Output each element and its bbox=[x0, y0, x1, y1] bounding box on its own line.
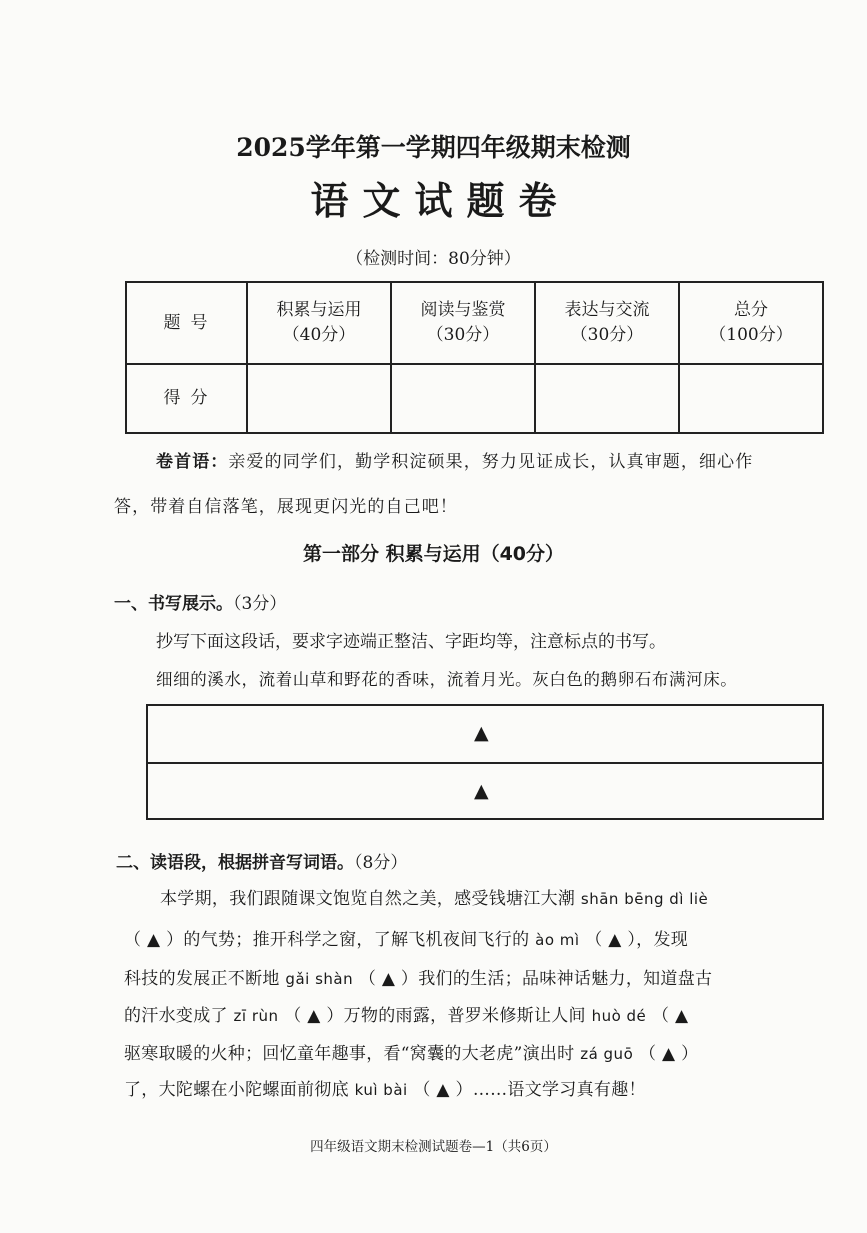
passage-text: 本学期，我们跟随课文饱览自然之美，感受钱塘江大潮 bbox=[160, 889, 576, 909]
part1-title: 第一部分 积累与运用（40分） bbox=[302, 543, 565, 565]
pinyin: shān bēng dì liè bbox=[580, 890, 709, 908]
score-cell[interactable] bbox=[535, 364, 679, 433]
score-table bbox=[125, 281, 824, 434]
exam-subtitle: 语文试题卷 bbox=[310, 178, 571, 223]
q2-passage-line-3 bbox=[124, 964, 712, 989]
column-name: 总分 bbox=[734, 300, 768, 321]
q2-heading-text: 二、读语段，根据拼音写词语。 bbox=[116, 853, 354, 873]
q2-heading bbox=[116, 848, 407, 873]
answer-blank-marker[interactable]: ▲ bbox=[307, 1006, 321, 1026]
column-points: （30分） bbox=[570, 325, 644, 345]
q2-passage-line-4 bbox=[124, 1001, 688, 1026]
column-name: 积累与运用 bbox=[276, 300, 362, 321]
preface-label: 卷首语： bbox=[156, 452, 229, 472]
passage-text: 的气势；推开科学之窗，了解飞机夜间飞行的 bbox=[183, 930, 530, 950]
column-points: （30分） bbox=[426, 325, 500, 345]
score-label: 得分 bbox=[126, 364, 247, 433]
answer-blank-marker[interactable]: ▲ bbox=[147, 930, 161, 950]
answer-blank-marker[interactable]: ▲ bbox=[474, 780, 489, 802]
passage-text: 驱寒取暖的火种；回忆童年趣事，看“窝囊的大老虎”演出时 bbox=[124, 1044, 575, 1064]
answer-blank-marker[interactable]: ▲ bbox=[675, 1006, 689, 1026]
preface bbox=[114, 440, 844, 530]
close-paren: ） bbox=[160, 930, 184, 950]
column-points: （40分） bbox=[282, 325, 356, 345]
exam-title: 2025学年第一学期四年级期末检测 bbox=[236, 133, 631, 162]
open-paren: （ bbox=[124, 930, 148, 950]
q2-passage-line-6 bbox=[124, 1075, 646, 1100]
answer-blank-marker[interactable]: ▲ bbox=[381, 969, 396, 989]
pinyin: gǎi shàn bbox=[285, 970, 354, 988]
q2-points: （8分） bbox=[354, 853, 408, 873]
score-table-score-row bbox=[126, 364, 823, 433]
column-points: （100分） bbox=[709, 325, 793, 345]
q2-passage-line-1 bbox=[160, 884, 708, 909]
score-column-header bbox=[247, 282, 391, 364]
close-paren: ） bbox=[675, 1044, 699, 1064]
q1-points: （3分） bbox=[233, 594, 287, 614]
score-table-header-row bbox=[126, 282, 823, 364]
close-paren: ） bbox=[320, 1006, 344, 1026]
score-cell[interactable] bbox=[391, 364, 535, 433]
open-paren: （ bbox=[413, 1080, 437, 1100]
exam-duration: （检测时间：80分钟） bbox=[346, 249, 521, 269]
score-column-header bbox=[679, 282, 823, 364]
passage-text: 我们的生活；品味神话魅力，知道盘古 bbox=[418, 969, 713, 989]
open-paren: （ bbox=[652, 1006, 676, 1026]
page-footer: 四年级语文期末检测试题卷—1（共6页） bbox=[310, 1139, 557, 1155]
answer-blank-marker[interactable]: ▲ bbox=[474, 722, 489, 744]
passage-text: ……语文学习真有趣！ bbox=[472, 1080, 646, 1100]
preface-line-2: 答，带着自信落笔，展现更闪光的自己吧！ bbox=[114, 497, 458, 517]
close-paren: ） bbox=[395, 969, 419, 989]
open-paren: （ bbox=[638, 1044, 662, 1064]
q1-instruction: 抄写下面这段话，要求字迹端正整洁、字距均等，注意标点的书写。 bbox=[156, 632, 666, 652]
score-column-header bbox=[391, 282, 535, 364]
passage-text: 了，大陀螺在小陀螺面前彻底 bbox=[124, 1080, 349, 1100]
question-number-label: 题号 bbox=[126, 282, 247, 364]
pinyin: ào mì bbox=[535, 931, 580, 949]
writing-box bbox=[146, 704, 824, 820]
open-paren: （ bbox=[284, 1006, 308, 1026]
answer-blank-marker[interactable]: ▲ bbox=[608, 930, 622, 950]
column-name: 表达与交流 bbox=[564, 300, 650, 321]
column-name: 阅读与鉴赏 bbox=[420, 300, 506, 321]
score-cell[interactable] bbox=[679, 364, 823, 433]
score-column-header bbox=[535, 282, 679, 364]
close-paren: ） bbox=[621, 930, 637, 950]
passage-text: 的汗水变成了 bbox=[124, 1006, 228, 1026]
q2-passage-line-5 bbox=[124, 1039, 698, 1064]
open-paren: （ bbox=[585, 930, 609, 950]
q1-heading bbox=[114, 589, 286, 614]
passage-text: 科技的发展正不断地 bbox=[124, 969, 280, 989]
pinyin: huò dé bbox=[591, 1007, 647, 1025]
close-paren: ） bbox=[449, 1080, 473, 1100]
q1-copy-text: 细细的溪水，流着山草和野花的香味，流着月光。灰白色的鹅卵石布满河床。 bbox=[156, 670, 738, 689]
pinyin: zá guō bbox=[580, 1045, 634, 1063]
open-paren: （ bbox=[358, 969, 382, 989]
passage-text: ，发现 bbox=[636, 930, 689, 950]
answer-blank-marker[interactable]: ▲ bbox=[661, 1044, 676, 1064]
score-cell[interactable] bbox=[247, 364, 391, 433]
passage-text: 万物的雨露，普罗米修斯让人间 bbox=[343, 1006, 586, 1026]
writing-box-divider bbox=[148, 762, 822, 764]
q1-heading-text: 一、书写展示。 bbox=[114, 594, 233, 614]
answer-blank-marker[interactable]: ▲ bbox=[436, 1080, 450, 1100]
pinyin: zī rùn bbox=[233, 1007, 279, 1025]
pinyin: kuì bài bbox=[354, 1081, 408, 1099]
q2-passage-line-2 bbox=[124, 925, 688, 950]
preface-line-1: 亲爱的同学们，勤学积淀硕果，努力见证成长，认真审题，细心作 bbox=[228, 452, 754, 472]
